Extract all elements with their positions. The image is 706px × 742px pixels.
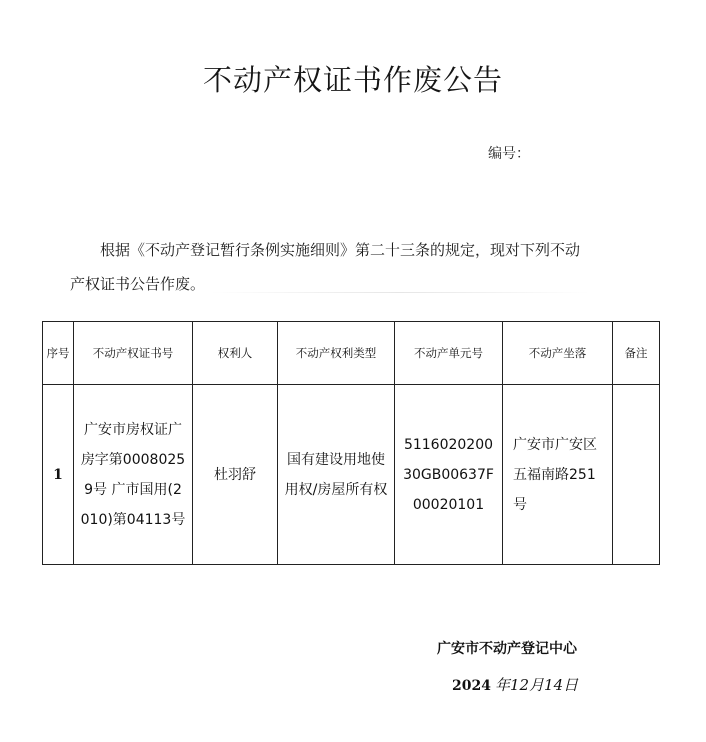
cell-right-type: 国有建设用地使用权/房屋所有权	[278, 385, 395, 565]
header-owner: 权利人	[193, 322, 278, 385]
notice-title: 不动产权证书作废公告	[202, 63, 503, 97]
table-row	[43, 385, 660, 565]
cell-owner: 杜羽舒	[193, 385, 278, 565]
paragraph-line-1: 根据《不动产登记暂行条例实施细则》第二十三条的规定，现对下列不动	[100, 241, 581, 259]
table-header-row	[43, 322, 660, 385]
cell-certificate-no: 广安市房权证广房字第00080259号 广市国用(2010)第04113号	[74, 385, 193, 565]
issue-date	[452, 674, 578, 695]
header-unit-no: 不动产单元号	[395, 322, 503, 385]
paragraph-line-2: 产权证书公告作废。	[70, 275, 206, 293]
cell-unit-no: 511602020030GB00637F00020101	[395, 385, 503, 565]
void-certificate-table	[42, 321, 660, 565]
issue-month-day: 年12月14日	[494, 676, 579, 694]
issuing-authority: 广安市不动产登记中心	[437, 641, 577, 657]
cell-remark	[613, 385, 660, 565]
document-number-label: 编号：	[488, 146, 530, 162]
cell-location: 广安市广安区五福南路251号	[503, 385, 613, 565]
header-location: 不动产坐落	[503, 322, 613, 385]
header-remark: 备注	[613, 322, 660, 385]
header-certificate-no: 不动产权证书号	[74, 322, 193, 385]
notice-paragraph	[70, 233, 630, 301]
issue-year: 2024	[452, 678, 491, 694]
cell-seq: 1	[43, 385, 74, 565]
header-right-type: 不动产权利类型	[278, 322, 395, 385]
header-seq: 序号	[43, 322, 74, 385]
